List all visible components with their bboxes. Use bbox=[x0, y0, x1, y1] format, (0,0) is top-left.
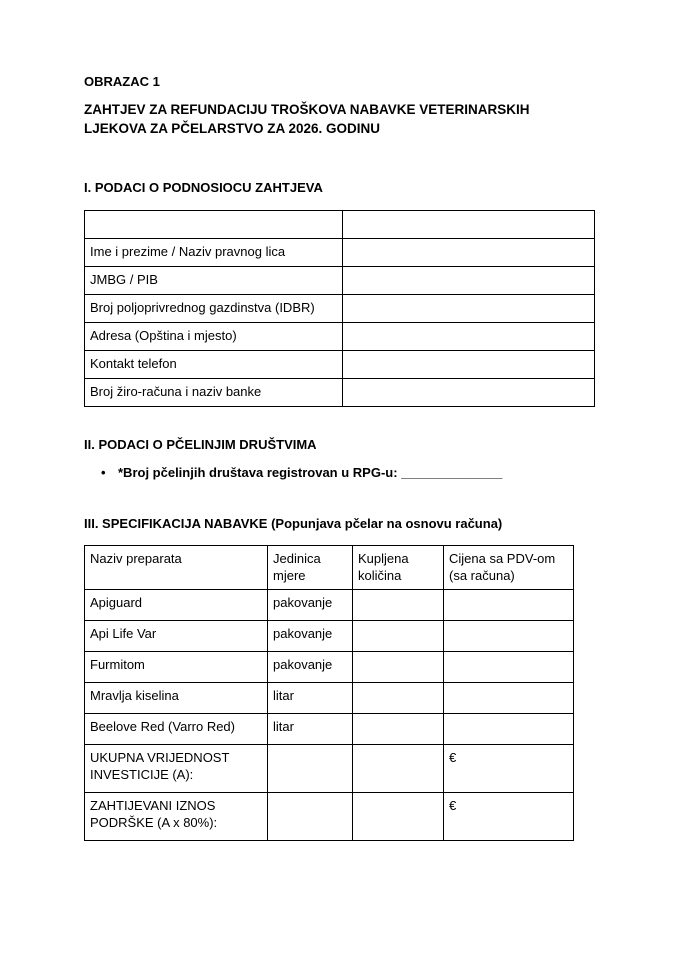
unit-cell bbox=[268, 745, 353, 793]
requested-amount-row bbox=[85, 793, 574, 841]
price-input-cell[interactable] bbox=[444, 714, 574, 745]
table-row bbox=[85, 351, 595, 379]
table-row bbox=[85, 379, 595, 407]
field-input-cell[interactable] bbox=[343, 323, 595, 351]
unit-cell: pakovanje bbox=[268, 652, 353, 683]
unit-cell: litar bbox=[268, 714, 353, 745]
quantity-input-cell[interactable] bbox=[353, 793, 444, 841]
table-row bbox=[85, 683, 574, 714]
field-label: Ime i prezime / Naziv pravnog lica bbox=[85, 239, 343, 267]
field-input-cell[interactable] bbox=[343, 239, 595, 267]
total-price-cell[interactable]: € bbox=[444, 793, 574, 841]
unit-cell: litar bbox=[268, 683, 353, 714]
table-row bbox=[85, 239, 595, 267]
price-input-cell[interactable] bbox=[444, 683, 574, 714]
quantity-input-cell[interactable] bbox=[353, 745, 444, 793]
field-input-cell[interactable] bbox=[343, 295, 595, 323]
quantity-input-cell[interactable] bbox=[353, 590, 444, 621]
table-row bbox=[85, 267, 595, 295]
column-header-unit: Jedinica mjere bbox=[268, 546, 353, 590]
field-input-cell[interactable] bbox=[343, 351, 595, 379]
column-header-quantity: Kupljena količina bbox=[353, 546, 444, 590]
document-title-line-1: ZAHTJEV ZA REFUNDACIJU TROŠKOVA NABAVKE VETERINARSKIH bbox=[84, 102, 530, 117]
price-input-cell[interactable] bbox=[444, 621, 574, 652]
field-input-cell[interactable] bbox=[343, 211, 595, 239]
field-label: Broj poljoprivrednog gazdinstva (IDBR) bbox=[85, 295, 343, 323]
table-row bbox=[85, 714, 574, 745]
quantity-input-cell[interactable] bbox=[353, 621, 444, 652]
column-header-price: Cijena sa PDV-om (sa računa) bbox=[444, 546, 574, 590]
table-row bbox=[85, 621, 574, 652]
document-title-line-2: LJEKOVA ZA PČELARSTVO ZA 2026. GODINU bbox=[84, 121, 381, 136]
product-name-cell: Apiguard bbox=[85, 590, 268, 621]
product-name-cell: Furmitom bbox=[85, 652, 268, 683]
price-input-cell[interactable] bbox=[444, 652, 574, 683]
field-label: Kontakt telefon bbox=[85, 351, 343, 379]
field-input-cell[interactable] bbox=[343, 267, 595, 295]
price-input-cell[interactable] bbox=[444, 590, 574, 621]
unit-cell: pakovanje bbox=[268, 621, 353, 652]
blank-line[interactable]: ______________ bbox=[401, 465, 503, 480]
table-row bbox=[85, 211, 595, 239]
table-row bbox=[85, 590, 574, 621]
quantity-input-cell[interactable] bbox=[353, 714, 444, 745]
unit-cell bbox=[268, 793, 353, 841]
bullet-text bbox=[118, 465, 502, 480]
product-name-cell: Beelove Red (Varro Red) bbox=[85, 714, 268, 745]
document-title bbox=[84, 100, 595, 138]
section-i-heading: I. PODACI O PODNOSIOCU ZAHTJEVA bbox=[84, 180, 323, 195]
field-label: Adresa (Opština i mjesto) bbox=[85, 323, 343, 351]
total-value-row bbox=[85, 745, 574, 793]
table-row bbox=[85, 323, 595, 351]
total-label-cell: UKUPNA VRIJEDNOST INVESTICIJE (A): bbox=[85, 745, 268, 793]
table-row bbox=[85, 652, 574, 683]
field-input-cell[interactable] bbox=[343, 379, 595, 407]
applicant-info-table bbox=[84, 210, 595, 407]
field-label: JMBG / PIB bbox=[85, 267, 343, 295]
product-name-cell: Mravlja kiselina bbox=[85, 683, 268, 714]
total-label-cell: ZAHTIJEVANI IZNOS PODRŠKE (A x 80%): bbox=[85, 793, 268, 841]
table-row bbox=[85, 295, 595, 323]
total-price-cell[interactable]: € bbox=[444, 745, 574, 793]
unit-cell: pakovanje bbox=[268, 590, 353, 621]
quantity-input-cell[interactable] bbox=[353, 683, 444, 714]
section-ii-heading: II. PODACI O PČELINJIM DRUŠTVIMA bbox=[84, 437, 317, 452]
purchase-spec-table bbox=[84, 545, 574, 841]
quantity-input-cell[interactable] bbox=[353, 652, 444, 683]
field-label: Broj žiro-računa i naziv banke bbox=[85, 379, 343, 407]
product-name-cell: Api Life Var bbox=[85, 621, 268, 652]
form-label: OBRAZAC 1 bbox=[84, 74, 160, 89]
column-header-name: Naziv preparata bbox=[85, 546, 268, 590]
bullet-label: *Broj pčelinjih društava registrovan u RPG-u: bbox=[118, 465, 398, 480]
bullet-item bbox=[84, 465, 595, 480]
field-label bbox=[85, 211, 343, 239]
table-header-row bbox=[85, 546, 574, 590]
bullet-marker: • bbox=[101, 465, 106, 480]
section-iii-heading: III. SPECIFIKACIJA NABAVKE (Popunjava pčelar na osnovu računa) bbox=[84, 516, 503, 531]
